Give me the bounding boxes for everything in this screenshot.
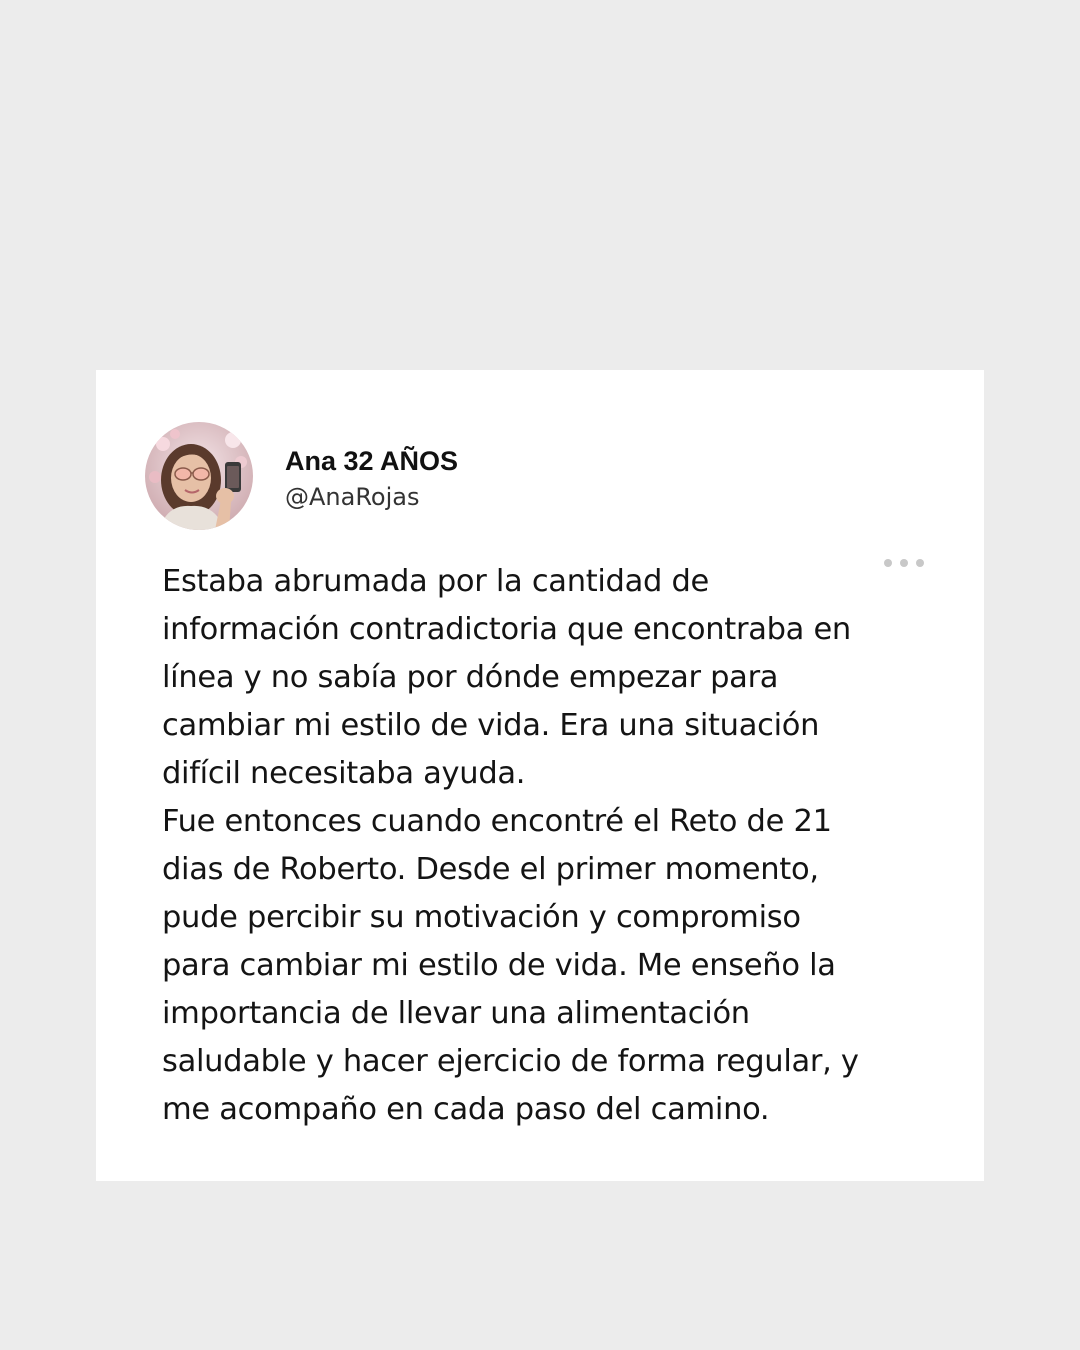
post-text-line: Estaba abrumada por la cantidad de [162, 564, 709, 599]
post-text-line: saludable y hacer ejercicio de forma regular, y [162, 1044, 859, 1079]
author-handle[interactable]: @AnaRojas [285, 483, 420, 511]
post-text-line: difícil necesitaba ayuda. [162, 756, 526, 791]
post-text-line: información contradictoria que encontraba en [162, 612, 851, 647]
post-text-line: Fue entonces cuando encontré el Reto de 21 [162, 804, 832, 839]
avatar[interactable] [145, 422, 253, 530]
post-text-line: línea y no sabía por dónde empezar para [162, 660, 779, 695]
dot [916, 559, 924, 567]
post-text-line: pude percibir su motivación y compromiso [162, 900, 801, 935]
post-text-line: cambiar mi estilo de vida. Era una situación [162, 708, 820, 743]
post-text-line: me acompaño en cada paso del camino. [162, 1092, 770, 1127]
author-name[interactable]: Ana 32 AÑOS [285, 446, 459, 476]
post-text-line: para cambiar mi estilo de vida. Me enseño la [162, 948, 836, 983]
post-text-line: importancia de llevar una alimentación [162, 996, 750, 1031]
avatar-photo [145, 422, 253, 530]
post-text [162, 558, 902, 1134]
post-card [96, 370, 984, 1181]
post-text-line: dias de Roberto. Desde el primer momento, [162, 852, 819, 887]
